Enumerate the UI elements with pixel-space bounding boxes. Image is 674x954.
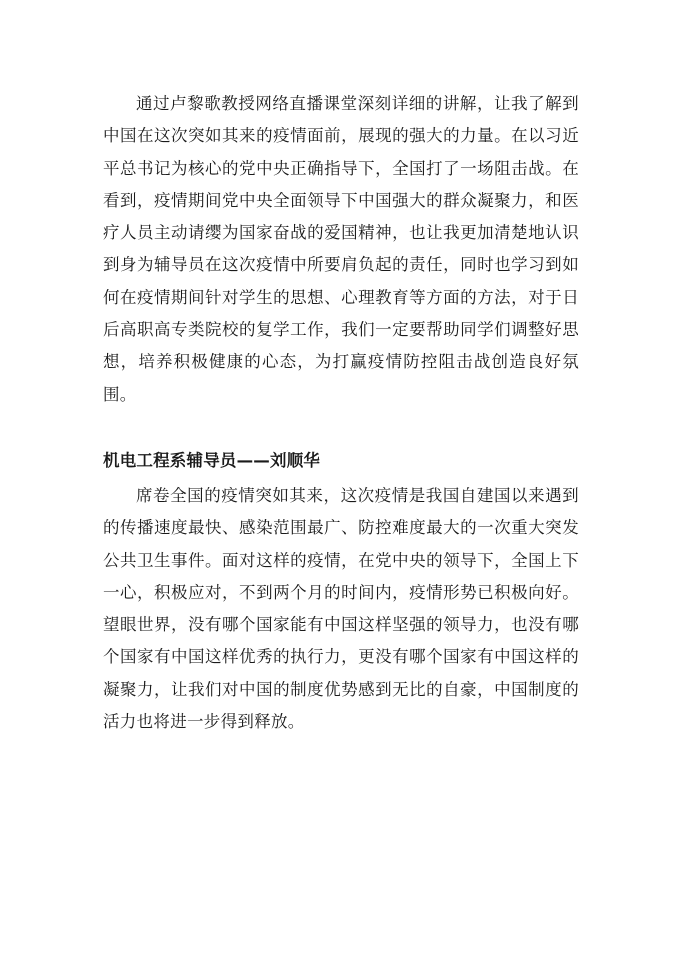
paragraph-counselor-statement: 席卷全国的疫情突如其来，这次疫情是我国自建国以来遇到的传播速度最快、感染范围最广、防控难度最大的一次重大突发公共卫生事件。面对这样的疫情，在党中央的领导下，全国上下一心，积极应对，不到两个月的时间内，疫情形势已积极向好。望眼世界，没有哪个国家能有中国这样坚强的领导力，也没有哪个国家有中国这样优秀的执行力，更没有哪个国家有中国这样的凝聚力，让我们对中国的制度优势感到无比的自豪，中国制度的活力也将进一步得到释放。: [103, 485, 579, 732]
paragraph-reflection: 通过卢黎歌教授网络直播课堂深刻详细的讲解，让我了解到中国在这次突如其来的疫情面前，展现的强大的力量。在以习近平总书记为核心的党中央正确指导下，全国打了一场阻击战。在看到，疫情期间党中央全面领导下中国强大的群众凝聚力，和医疗人员主动请缨为国家奋战的爱国精神，也让我更加清楚地认识到身为辅导员在这次疫情中所要肩负起的责任，同时也学习到如何在疫情期间针对学生的思想、心理教育等方面的方法，对于日后高职高专类院校的复学工作，我们一定要帮助同学们调整好思想，培养积极健康的心态，为打赢疫情防控阻击战创造良好氛围。: [103, 94, 579, 404]
section-heading: 机电工程系辅导员——刘顺华: [103, 450, 321, 470]
document-body: [103, 88, 579, 738]
